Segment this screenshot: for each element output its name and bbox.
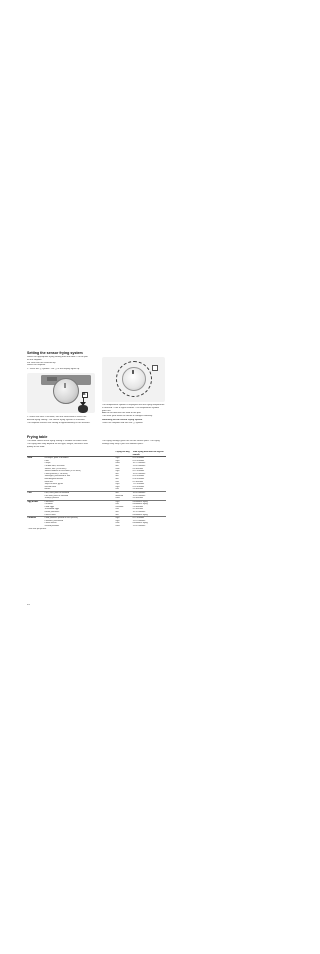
row-frying-setting: max [115, 467, 120, 470]
row-frying-time: 15-20 minutes [132, 525, 146, 528]
knob-marker [64, 383, 66, 388]
row-frying-time: 8-20 minutes [132, 475, 145, 478]
row-frying-time: 6-10 minutes [132, 457, 166, 460]
row-category: Meat [27, 457, 44, 460]
row-food: Escalope, plain or breaded [44, 457, 115, 460]
intro-text: Select the appropriate frying setting from the table. Put the pan on the hotplate. For cool rose are selected up. Select the hotplate. [27, 356, 88, 367]
row-frying-setting: high [115, 485, 120, 488]
row-category: Potatoes [27, 517, 44, 520]
row-frying-setting: min/med [115, 505, 124, 508]
row-food: Cordon bleu, schnitzel [44, 464, 65, 467]
step-1-text: 1. Touch the Ⓐ symbol. The Ⓐ in the display lights up. [27, 368, 80, 370]
row-frying-time: 10-20 minutes [132, 494, 146, 497]
row-food: Fillet [44, 459, 49, 462]
row-frying-setting: low [115, 477, 119, 480]
hob-control-illustration [27, 373, 95, 413]
row-category: Fish [27, 491, 44, 494]
row-food: Potatoes, precooked [44, 519, 63, 522]
header-frying-time: Total frying time after the sig-nal sounds [132, 451, 166, 457]
row-frying-setting: high [115, 500, 132, 503]
knob-indicator [132, 370, 134, 374]
row-frying-time: continuous frying [132, 500, 166, 503]
row-food: Fish fillet, plain or breaded [44, 494, 69, 497]
row-food: Scrambled eggs [44, 508, 60, 511]
row-frying-time: 15-25 minutes [132, 519, 146, 522]
section-title-sensor-frying: Setting the sensor frying system [27, 351, 83, 355]
row-food: Minced meat [44, 485, 57, 488]
row-food: Steaks medium or well done (3 cm thick) [44, 470, 81, 473]
row-frying-setting: min [115, 503, 119, 506]
row-frying-time: 6-12 minutes [132, 517, 166, 520]
row-frying-setting: low [115, 464, 119, 467]
table-row [27, 525, 166, 528]
frying-table [27, 451, 166, 531]
row-frying-setting: low [115, 472, 119, 475]
row-frying-time: 4-9 minutes [132, 508, 144, 511]
frying-table-intro-left: The table shows which frying setting is suitable for which food. The frying time may depend on the type, weight, thickness and quality of the food. [27, 440, 88, 448]
row-frying-setting: min [115, 508, 119, 511]
row-frying-setting: high [115, 470, 120, 473]
right-column-text: The temperature symbol is displayed until the frying temperature is reached. Then a signal sounds. The temperature symbol goes out. Add the fat and then the food to the pan. Turn over your meals to ensure it changes harmony. [102, 404, 165, 418]
table-footnote: * Total time per portion. [27, 528, 47, 531]
row-food: Pancakes* [44, 500, 115, 503]
row-food: French toast [44, 513, 56, 516]
row-frying-setting: med [115, 525, 120, 528]
row-food: Raisin pancakes [44, 511, 60, 514]
row-food: Potato fritters [44, 522, 57, 525]
row-frying-setting: low [115, 491, 132, 494]
row-frying-time: continuous frying [132, 503, 148, 506]
row-frying-setting: high [115, 459, 120, 462]
row-frying-time: 6-9 minutes [132, 480, 144, 483]
row-frying-setting: max [115, 522, 120, 525]
row-food: Sausages, precooked or raw [44, 475, 71, 478]
row-food: Chops [44, 462, 51, 465]
row-frying-setting: low [115, 475, 119, 478]
row-frying-setting: low [115, 511, 119, 514]
frying-table-intro-right: The frying settings given are for the sensor pans. The frying settings may vary if you use different pans. [102, 440, 160, 445]
control-knob [53, 378, 79, 404]
row-food: Hamburgers/rissoles [44, 477, 63, 480]
row-frying-setting: high [115, 457, 132, 460]
row-frying-time: 10-20 minutes [132, 491, 166, 494]
row-food: Meat loaf [44, 480, 53, 483]
finger-icon [78, 405, 88, 413]
row-food: Fried potatoes (boiled in their jackets) [44, 517, 115, 520]
row-frying-time: 2-6 minutes [132, 505, 144, 508]
row-frying-setting: high [115, 517, 132, 520]
row-frying-time: 6-10 minutes [132, 485, 145, 488]
row-frying-setting: min [115, 480, 119, 483]
row-frying-setting: high [115, 519, 120, 522]
row-food: Poultry breast (2 cm thick) [44, 472, 68, 475]
row-food: Glazed potatoes [44, 525, 60, 528]
row-frying-setting: high [115, 483, 120, 486]
row-frying-time: 10-15 minutes [132, 511, 146, 514]
panel-letter: B [83, 392, 86, 396]
row-frying-setting: low [115, 513, 119, 516]
sensor-glyph [152, 365, 158, 371]
row-frying-setting: med [115, 497, 120, 500]
row-food: Steaks, rare (3 cm thick) [44, 467, 67, 470]
row-food: Strips of meat, gyros [44, 483, 63, 486]
row-food: Fish, fried, plain or breaded [44, 491, 115, 494]
row-frying-time: 10-17 minutes [132, 462, 146, 465]
row-frying-setting: low/med [115, 494, 124, 497]
row-frying-time: 8-12 minutes [132, 470, 145, 473]
sensor-knob [122, 367, 146, 391]
sensor-knob-illustration [102, 357, 165, 402]
page-number: 14 [27, 604, 30, 606]
step-2-text: 2. Within the next 5 seconds, turn the hand knob to select the desired frying setting. The sensor frying system is activated. The hotplate reaches the setting in approximately as ten minutes. [27, 416, 91, 424]
row-frying-time: 4-8 minutes [132, 497, 144, 500]
row-food: Omelette [44, 503, 53, 506]
table-body [27, 457, 166, 528]
row-category: Egg dishes [27, 500, 44, 503]
row-frying-time: continuous frying [132, 522, 148, 525]
row-food: Fried eggs [44, 505, 55, 508]
panel-display [47, 377, 57, 381]
row-frying-time: 5-8 minutes [132, 488, 144, 491]
row-frying-time: 15-20 minutes [132, 464, 146, 467]
arrow-shaft [83, 397, 84, 402]
switch-off-heading: Switching off the sensor frying system [102, 419, 143, 421]
row-frying-time: 6-30 minutes [132, 477, 145, 480]
row-frying-setting: min [115, 488, 119, 491]
header-frying-setting: Frying set-ting [115, 451, 132, 457]
switch-off-text: Touch the hotplate and turn the Ⓐ symbol. [102, 422, 144, 424]
row-frying-setting: med [115, 462, 120, 465]
row-frying-time: 6-10 minutes [132, 459, 145, 462]
section-title-frying-table: Frying table [27, 435, 48, 439]
row-frying-time: 10-20 minutes [132, 472, 146, 475]
row-food: Bacon [44, 488, 51, 491]
row-frying-time: 6-8 minutes [132, 467, 144, 470]
row-category [27, 525, 44, 528]
row-frying-time: 7-12 minutes [132, 483, 145, 486]
row-food: Scampi, prawns [44, 497, 59, 500]
row-frying-time: continuous frying [132, 513, 148, 516]
